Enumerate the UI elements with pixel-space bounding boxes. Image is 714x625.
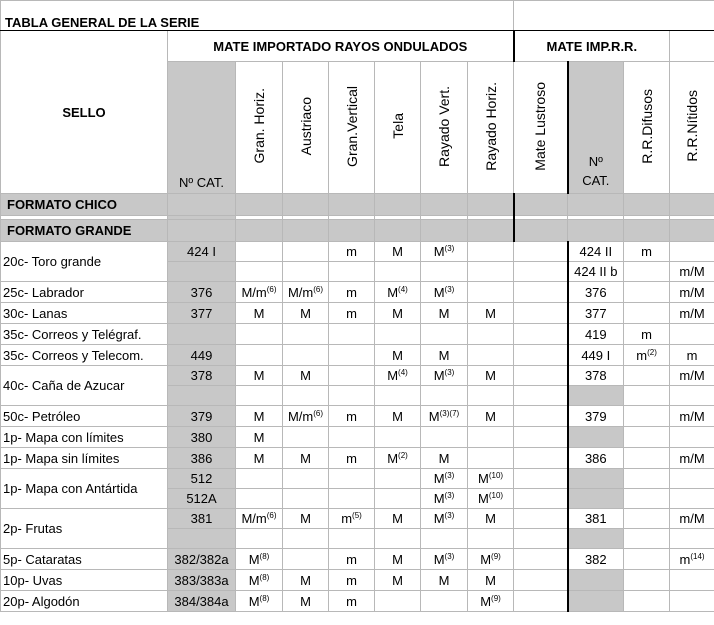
rr-value	[624, 282, 670, 303]
rr-value	[624, 570, 670, 591]
section-row	[1, 220, 714, 242]
cell-value: M	[236, 303, 283, 324]
cell-value	[283, 469, 329, 489]
cell-value	[514, 570, 568, 591]
cell-value: m	[329, 406, 375, 427]
cat-number-right: 379	[568, 406, 624, 427]
cell-value	[514, 324, 568, 345]
cell-value	[329, 386, 375, 406]
cell-value: m	[329, 570, 375, 591]
cell-value	[329, 345, 375, 366]
cell-value: M	[283, 303, 329, 324]
cat-number-right: 376	[568, 282, 624, 303]
cell-value	[283, 324, 329, 345]
col-rr-nitidos: R.R.Nítidos	[670, 62, 714, 194]
section-fill	[624, 194, 670, 216]
cell-value: $M^{(10)}$	[468, 469, 514, 489]
cell-value	[514, 242, 568, 262]
cell-value: $M^{(8)}$	[236, 570, 283, 591]
section-fill	[421, 194, 468, 216]
rr-value	[670, 469, 714, 489]
stamp-label: 20p- Algodón	[1, 591, 168, 612]
cat-number: 380	[168, 427, 236, 448]
cell-value	[468, 386, 514, 406]
cell-value	[514, 366, 568, 386]
cell-value	[468, 282, 514, 303]
cell-value	[514, 406, 568, 427]
rr-value: $m^{(14)}$	[670, 549, 714, 570]
stamp-label: 35c- Correos y Telégraf.	[1, 324, 168, 345]
cell-value	[514, 549, 568, 570]
rr-value	[670, 591, 714, 612]
cell-value: M	[283, 509, 329, 529]
cell-value	[468, 448, 514, 469]
cell-value	[329, 529, 375, 549]
cell-value	[514, 345, 568, 366]
cat-number: 386	[168, 448, 236, 469]
cat-number: 384/384a	[168, 591, 236, 612]
cell-value: M	[375, 509, 421, 529]
cell-value: $M^{(3)}$	[421, 366, 468, 386]
rr-value	[624, 591, 670, 612]
rr-value	[624, 427, 670, 448]
cell-value	[514, 282, 568, 303]
section-fill	[375, 220, 421, 242]
cell-value	[329, 427, 375, 448]
cell-value	[283, 427, 329, 448]
cell-value: M	[468, 366, 514, 386]
stamp-label: 1p- Mapa con Antártida	[1, 469, 168, 509]
cell-value: M	[236, 406, 283, 427]
cell-value: $M^{(9)}$	[468, 591, 514, 612]
col-gran-horiz: Gran. Horiz.	[236, 62, 283, 194]
cell-value	[375, 469, 421, 489]
cell-value	[468, 427, 514, 448]
cell-value: $M^{(10)}$	[468, 489, 514, 509]
cell-value	[236, 242, 283, 262]
cell-value: M	[421, 448, 468, 469]
cat-number-right	[568, 489, 624, 509]
rr-value	[624, 366, 670, 386]
cell-value	[375, 591, 421, 612]
cell-value: m	[329, 303, 375, 324]
cell-value: M	[421, 570, 468, 591]
cell-value	[283, 345, 329, 366]
section-fill	[236, 194, 283, 216]
cell-value: $M^{(4)}$	[375, 282, 421, 303]
cell-value	[329, 469, 375, 489]
cat-number: 512A	[168, 489, 236, 509]
table-row	[1, 549, 714, 570]
cell-value	[375, 262, 421, 282]
col-mate-lustroso: Mate Lustroso	[514, 62, 568, 194]
table-row	[1, 448, 714, 469]
stamp-label: 30c- Lanas	[1, 303, 168, 324]
stamp-label: 1p- Mapa sin límites	[1, 448, 168, 469]
cell-value	[468, 324, 514, 345]
cell-value: M	[375, 570, 421, 591]
table-row	[1, 242, 714, 262]
stamp-label: 1p- Mapa con límites	[1, 427, 168, 448]
cell-value: $M^{(4)}$	[375, 366, 421, 386]
section-chico: FORMATO CHICO	[1, 194, 168, 216]
cell-value	[468, 529, 514, 549]
cell-value: M	[375, 303, 421, 324]
table-row	[1, 282, 714, 303]
col-austriaco: Austriaco	[283, 62, 329, 194]
stamp-label: 20c- Toro grande	[1, 242, 168, 282]
cell-value	[421, 324, 468, 345]
cat-number-right	[568, 427, 624, 448]
cell-value	[283, 529, 329, 549]
cell-value	[283, 489, 329, 509]
table-row	[1, 570, 714, 591]
cell-value	[236, 345, 283, 366]
cat-number-right: 382	[568, 549, 624, 570]
rr-value: m	[624, 242, 670, 262]
stamp-label: 2p- Frutas	[1, 509, 168, 549]
table-row	[1, 509, 714, 529]
table-row	[1, 345, 714, 366]
cat-number-right	[568, 386, 624, 406]
cell-value: M	[375, 242, 421, 262]
cell-value: m	[329, 282, 375, 303]
cat-number-right: 424 II	[568, 242, 624, 262]
cell-value: $M/m^{(6)}$	[283, 406, 329, 427]
cell-value	[236, 262, 283, 282]
rr-value	[624, 406, 670, 427]
cell-value	[421, 591, 468, 612]
cell-value: M	[283, 366, 329, 386]
cell-value: M	[283, 570, 329, 591]
table-row	[1, 406, 714, 427]
cat-number: 449	[168, 345, 236, 366]
cell-value: M	[468, 406, 514, 427]
cell-value: $M^{(8)}$	[236, 591, 283, 612]
cell-value: M	[283, 448, 329, 469]
cell-value: $M^{(9)}$	[468, 549, 514, 570]
cell-value: M	[236, 448, 283, 469]
cell-value	[329, 324, 375, 345]
cell-value: $M^{(3)}$	[421, 549, 468, 570]
cat-number: 376	[168, 282, 236, 303]
section-fill	[375, 194, 421, 216]
cell-value	[421, 529, 468, 549]
cat-number: 424 I	[168, 242, 236, 262]
rr-value	[624, 489, 670, 509]
rr-value	[670, 489, 714, 509]
cat-number-right: 378	[568, 366, 624, 386]
rr-value	[624, 303, 670, 324]
cell-value	[375, 386, 421, 406]
cell-value	[514, 489, 568, 509]
cat-number-right	[568, 591, 624, 612]
cell-value	[468, 262, 514, 282]
col-tela: Tela	[375, 62, 421, 194]
section-fill	[421, 220, 468, 242]
cell-value	[421, 386, 468, 406]
cell-value	[468, 242, 514, 262]
cat-number	[168, 324, 236, 345]
cell-value	[283, 242, 329, 262]
table-row	[1, 324, 714, 345]
cell-value	[514, 427, 568, 448]
cat-number	[168, 529, 236, 549]
sello-header: SELLO	[1, 31, 168, 194]
cell-value: m	[329, 448, 375, 469]
cat-number: 382/382a	[168, 549, 236, 570]
section-fill	[283, 194, 329, 216]
col-rr-difusos: R.R.Difusos	[624, 62, 670, 194]
table-row	[1, 469, 714, 489]
cell-value: $M^{(3)}$	[421, 469, 468, 489]
cell-value: $M^{(3)}$	[421, 242, 468, 262]
cell-value: $M^{(3)}$	[421, 509, 468, 529]
cat-number	[168, 262, 236, 282]
stamp-label: 40c- Caña de Azucar	[1, 366, 168, 406]
rr-value	[624, 469, 670, 489]
cat-number: 377	[168, 303, 236, 324]
cell-value	[514, 591, 568, 612]
cell-value	[236, 489, 283, 509]
section-fill	[168, 194, 236, 216]
rr-value	[624, 262, 670, 282]
cat-number-right: 386	[568, 448, 624, 469]
cell-value	[514, 262, 568, 282]
cell-value	[283, 386, 329, 406]
section-fill	[236, 220, 283, 242]
cell-value	[236, 529, 283, 549]
cat-number: 378	[168, 366, 236, 386]
section-fill	[514, 220, 568, 242]
cell-value	[236, 324, 283, 345]
cat-number-right: 381	[568, 509, 624, 529]
cell-value: M	[375, 406, 421, 427]
cell-value	[375, 489, 421, 509]
section-fill	[514, 194, 568, 216]
cell-value	[329, 366, 375, 386]
section-row	[1, 194, 714, 216]
section-fill	[568, 194, 624, 216]
cat-number-right	[568, 529, 624, 549]
cat-number: 381	[168, 509, 236, 529]
cat-header-right: Nº CAT.	[568, 62, 624, 194]
group-mate-imp-rr: MATE IMP.R.R.	[514, 31, 670, 62]
col-rayado-horiz: Rayado Horiz.	[468, 62, 514, 194]
section-fill	[670, 194, 714, 216]
rr-value	[670, 427, 714, 448]
rr-value	[670, 242, 714, 262]
rr-value: m/M	[670, 509, 714, 529]
rr-value: $m^{(2)}$	[624, 345, 670, 366]
cat-number-right: 424 II b	[568, 262, 624, 282]
rr-value	[624, 509, 670, 529]
cell-value: $m^{(5)}$	[329, 509, 375, 529]
cat-number-right: 419	[568, 324, 624, 345]
cell-value	[514, 529, 568, 549]
rr-value: m/M	[670, 406, 714, 427]
cell-value: $M^{(3)(7)}$	[421, 406, 468, 427]
cell-value	[468, 345, 514, 366]
cell-value: m	[329, 549, 375, 570]
cell-value: M	[468, 570, 514, 591]
section-fill	[468, 220, 514, 242]
rr-value: m	[624, 324, 670, 345]
cell-value	[236, 469, 283, 489]
cell-value	[236, 386, 283, 406]
section-fill	[468, 194, 514, 216]
cell-value	[514, 509, 568, 529]
cell-value: M	[421, 303, 468, 324]
cell-value: m	[329, 242, 375, 262]
rr-value	[670, 324, 714, 345]
stamp-label: 5p- Cataratas	[1, 549, 168, 570]
cell-value	[514, 448, 568, 469]
group-mate-importado: MATE IMPORTADO RAYOS ONDULADOS	[168, 31, 514, 62]
cat-number-right	[568, 570, 624, 591]
rr-value: m/M	[670, 448, 714, 469]
rr-value: m/M	[670, 303, 714, 324]
rr-value: m/M	[670, 282, 714, 303]
page-title: TABLA GENERAL DE LA SERIE	[1, 1, 514, 31]
section-fill	[329, 194, 375, 216]
cell-value	[375, 427, 421, 448]
cell-value: $M/m^{(6)}$	[236, 282, 283, 303]
rr-value	[670, 529, 714, 549]
cell-value: $M^{(2)}$	[375, 448, 421, 469]
rr-value	[624, 386, 670, 406]
stamp-label: 25c- Labrador	[1, 282, 168, 303]
table-row	[1, 427, 714, 448]
cell-value: M	[236, 427, 283, 448]
section-fill	[329, 220, 375, 242]
cell-value: M	[468, 303, 514, 324]
section-fill	[624, 220, 670, 242]
cell-value	[514, 303, 568, 324]
cat-number: 379	[168, 406, 236, 427]
cell-value: $M^{(3)}$	[421, 282, 468, 303]
cell-value: M	[375, 345, 421, 366]
section-fill	[670, 220, 714, 242]
cell-value	[514, 469, 568, 489]
cell-value	[283, 262, 329, 282]
col-gran-vertical: Gran.Vertical	[329, 62, 375, 194]
rr-value: m/M	[670, 262, 714, 282]
cell-value: M	[283, 591, 329, 612]
section-grande: FORMATO GRANDE	[1, 220, 168, 242]
cell-value: M	[375, 549, 421, 570]
cell-value	[514, 386, 568, 406]
rr-value: m/M	[670, 366, 714, 386]
rr-value: m	[670, 345, 714, 366]
section-fill	[168, 220, 236, 242]
stamp-label: 50c- Petróleo	[1, 406, 168, 427]
rr-value	[624, 448, 670, 469]
rr-value	[624, 549, 670, 570]
cell-value: M	[421, 345, 468, 366]
rr-value	[624, 529, 670, 549]
rr-value	[670, 570, 714, 591]
cell-value: M	[236, 366, 283, 386]
cat-number: 512	[168, 469, 236, 489]
cell-value: $M^{(3)}$	[421, 489, 468, 509]
cat-number	[168, 386, 236, 406]
cell-value	[329, 262, 375, 282]
stamp-label: 10p- Uvas	[1, 570, 168, 591]
rr-value	[670, 386, 714, 406]
col-rayado-vert: Rayado Vert.	[421, 62, 468, 194]
cell-value	[421, 262, 468, 282]
section-fill	[283, 220, 329, 242]
cat-number-right: 377	[568, 303, 624, 324]
cat-number: 383/383a	[168, 570, 236, 591]
cat-number-right	[568, 469, 624, 489]
section-fill	[568, 220, 624, 242]
cell-value	[375, 324, 421, 345]
cat-header: Nº CAT.	[168, 62, 236, 194]
cell-value: M	[468, 509, 514, 529]
cell-value	[421, 427, 468, 448]
cell-value: m	[329, 591, 375, 612]
cell-value	[375, 529, 421, 549]
cat-number-right: 449 I	[568, 345, 624, 366]
cell-value: $M^{(8)}$	[236, 549, 283, 570]
cell-value	[283, 549, 329, 570]
stamp-label: 35c- Correos y Telecom.	[1, 345, 168, 366]
table-row	[1, 591, 714, 612]
table-row	[1, 366, 714, 386]
cell-value: $M/m^{(6)}$	[236, 509, 283, 529]
cell-value: $M/m^{(6)}$	[283, 282, 329, 303]
cell-value	[329, 489, 375, 509]
table-row	[1, 303, 714, 324]
